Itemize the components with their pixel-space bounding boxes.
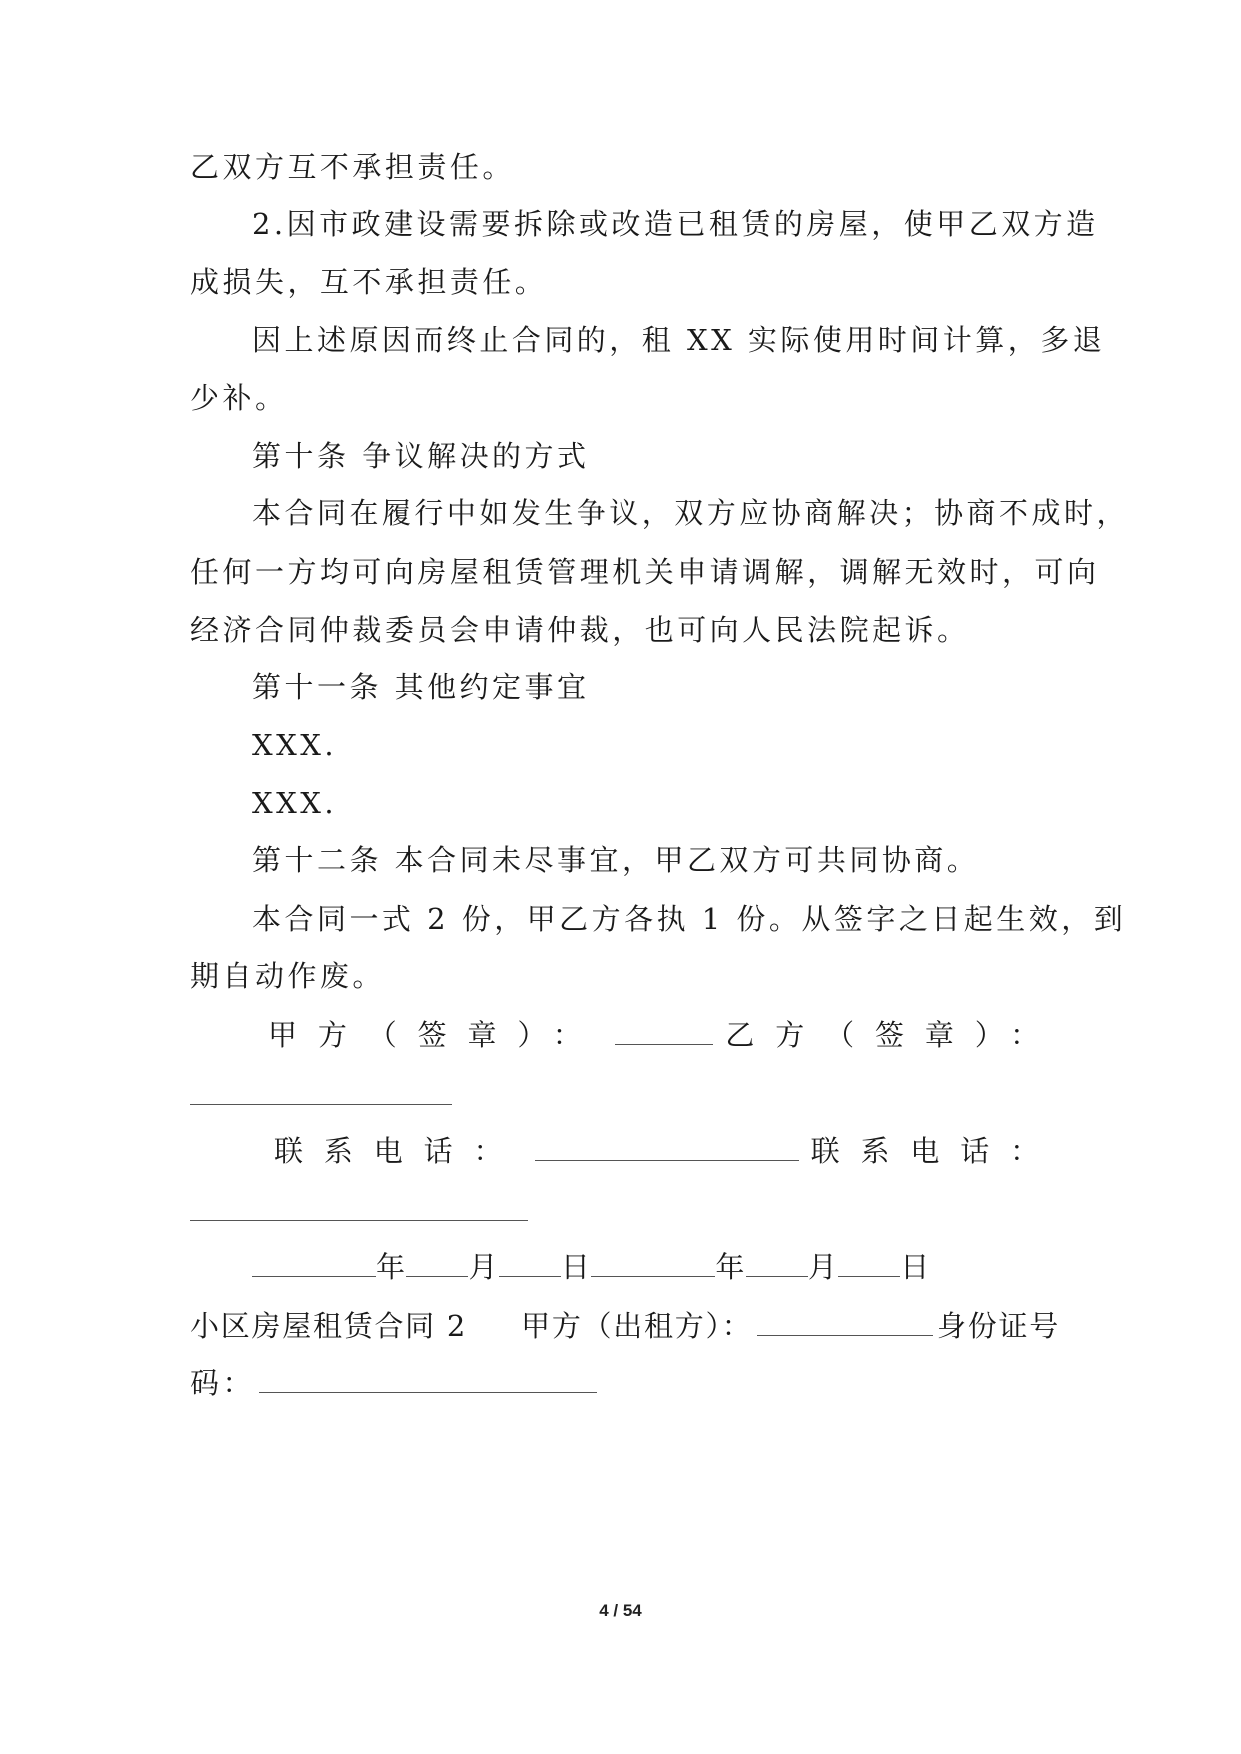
month-b-blank: [746, 1254, 808, 1277]
year-a-blank: [252, 1254, 376, 1277]
paragraph-line: 经济合同仲裁委员会申请仲裁，也可向人民法院起诉。: [190, 613, 970, 647]
date-row: [252, 1247, 931, 1287]
phone-row: [274, 1131, 1060, 1171]
paragraph-line: 本合同一式 2 份，甲乙方各执 1 份。从签字之日起生效，到: [252, 902, 1127, 936]
paragraph-line: 成损失，互不承担责任。: [190, 265, 548, 299]
day-a-blank: [499, 1254, 561, 1277]
placeholder-text: XXX.: [252, 728, 338, 762]
article-heading: 第十二条 本合同未尽事宜，甲乙双方可共同协商。: [252, 843, 980, 877]
paragraph-line: 乙双方互不承担责任。: [190, 150, 515, 184]
paragraph-line: 2.因市政建设需要拆除或改造已租赁的房屋，使甲乙双方造: [252, 207, 1099, 241]
day-b-label: 日: [900, 1250, 931, 1284]
id-number-row: [190, 1363, 1060, 1403]
next-contract-row: [190, 1306, 1060, 1346]
article-heading: 第十条 争议解决的方式: [252, 439, 590, 473]
party-a-phone-label: 联系电话：: [274, 1134, 524, 1168]
month-b-label: 月: [807, 1250, 839, 1284]
id-number-label: 身份证号: [937, 1309, 1060, 1343]
party-a-phone-blank: [535, 1138, 798, 1161]
year-b-label: 年: [715, 1250, 746, 1284]
article-heading: 第十一条 其他约定事宜: [252, 670, 590, 704]
party-a-sign-blank: [615, 1022, 714, 1045]
party-b-phone-label: 联系电话：: [810, 1134, 1060, 1168]
party-b-sign-label: 乙方（签章）：: [725, 1018, 1060, 1052]
year-a-label: 年: [376, 1250, 407, 1284]
id-number-label-end: 码：: [190, 1366, 255, 1400]
month-a-label: 月: [468, 1250, 499, 1284]
lessor-label: 甲方（出租方）：: [521, 1309, 753, 1343]
party-b-sign-blank: [190, 1104, 452, 1105]
lessor-blank: [757, 1313, 934, 1336]
placeholder-text: XXX.: [252, 786, 338, 820]
paragraph-line: 本合同在履行中如发生争议，双方应协商解决；协商不成时，: [252, 496, 1129, 530]
day-b-blank: [838, 1254, 900, 1277]
day-a-label: 日: [560, 1250, 592, 1284]
page-number: 4 / 54: [599, 1601, 642, 1620]
paragraph-line: 任何一方均可向房屋租赁管理机关申请调解，调解无效时，可向: [190, 555, 1100, 589]
next-contract-title: 小区房屋租赁合同 2: [190, 1309, 468, 1343]
paragraph-line: 期自动作废。: [190, 959, 385, 993]
year-b-blank: [591, 1254, 715, 1277]
signature-row: [268, 1015, 1060, 1055]
party-b-phone-blank: [190, 1220, 528, 1221]
paragraph-line: 因上述原因而终止合同的，租 XX 实际使用时间计算，多退: [252, 323, 1106, 357]
month-a-blank: [406, 1254, 468, 1277]
party-a-sign-label: 甲方（签章）：: [268, 1018, 603, 1052]
id-number-blank: [259, 1368, 597, 1393]
paragraph-line: 少补。: [190, 381, 288, 415]
